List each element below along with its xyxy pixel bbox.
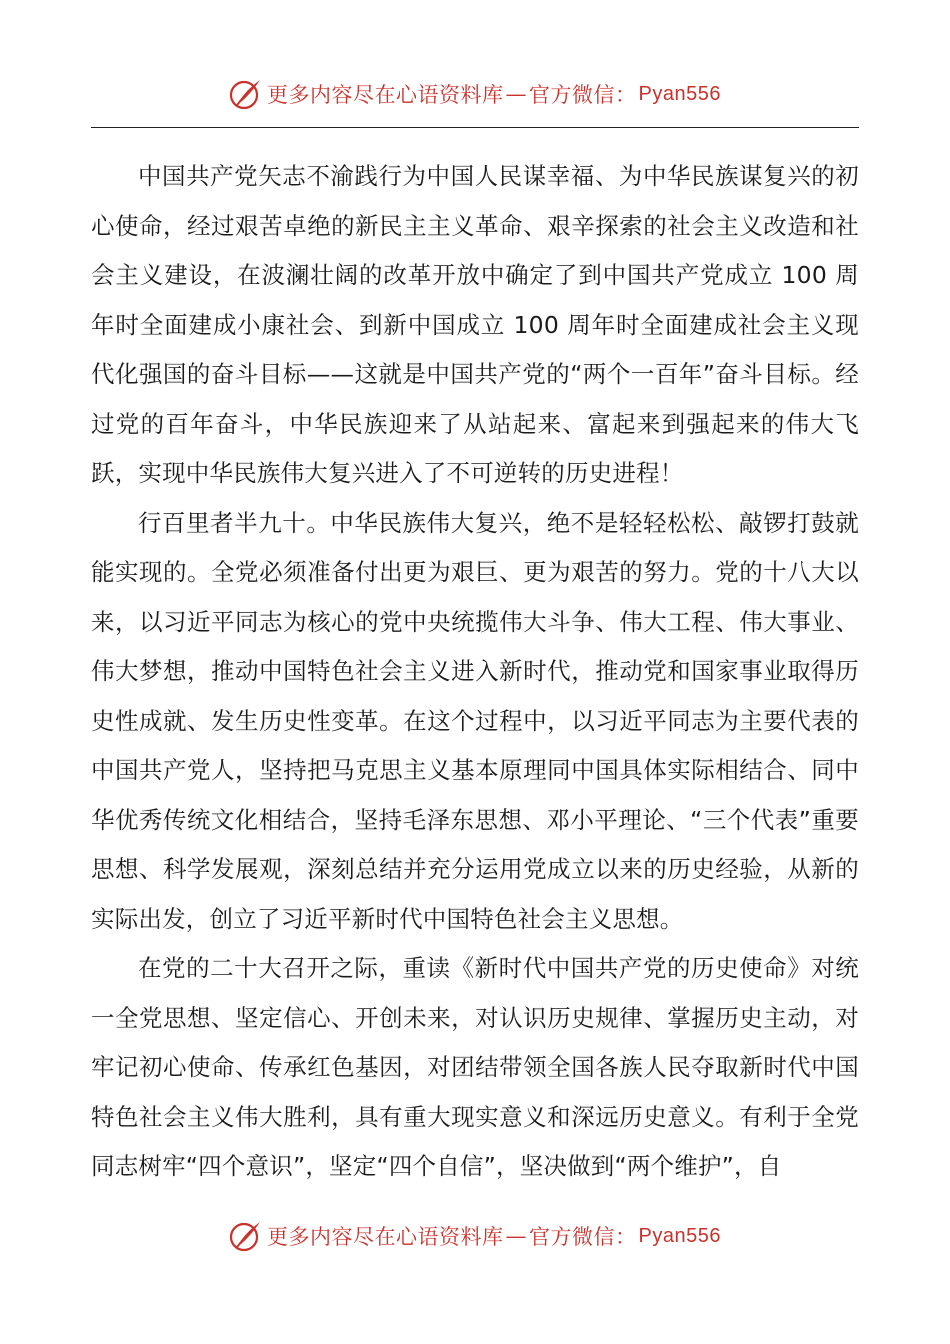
watermark-label: 官方微信： xyxy=(529,83,637,107)
watermark-text: 更多内容尽在心语资料库 xyxy=(267,1225,504,1249)
quill-logo-icon xyxy=(229,1219,263,1253)
watermark-label: 官方微信： xyxy=(529,1225,637,1249)
watermark-wechat-id: Pyan556 xyxy=(638,82,721,105)
paragraph-3: 在党的二十大召开之际，重读《新时代中国共产党的历史使命》对统一全党思想、坚定信心、开创未来，对认识历史规律、掌握历史主动，对牢记初心使命、传承红色基因，对团结带领全国各族人民夺取新时代中国特色社会主义伟大胜利，具有重大现实意义和深远历史意义。有利于全党同志树牢“四个意识”，坚定“四个自信”，坚决做到“两个维护”，自 xyxy=(91,954,859,1180)
watermark-text: 更多内容尽在心语资料库 xyxy=(267,83,504,107)
watermark-dash: — xyxy=(505,82,528,106)
header-watermark xyxy=(0,72,950,116)
watermark-dash: — xyxy=(505,1224,528,1248)
document-body xyxy=(91,152,859,1192)
paragraph-1: 中国共产党矢志不渝践行为中国人民谋幸福、为中华民族谋复兴的初心使命，经过艰苦卓绝的新民主主义革命、艰辛探索的社会主义改造和社会主义建设，在波澜壮阔的改革开放中确定了到中国共产党成立 100 周年时全面建成小康社会、到新中国成立 100 周年时全面建成社会主义现代化强国的奋斗目标——这就是中国共产党的“两个一百年”奋斗目标。经过党的百年奋斗，中华民族迎来了从站起来、富起来到强起来的伟大飞跃，实现中华民族伟大复兴进入了不可逆转的历史进程！ xyxy=(91,162,859,487)
header-divider xyxy=(91,127,859,128)
quill-logo-icon xyxy=(229,77,263,111)
footer-watermark xyxy=(0,1214,950,1258)
watermark-wechat-id: Pyan556 xyxy=(638,1224,721,1247)
paragraph-2: 行百里者半九十。中华民族伟大复兴，绝不是轻轻松松、敲锣打鼓就能实现的。全党必须准备付出更为艰巨、更为艰苦的努力。党的十八大以来，以习近平同志为核心的党中央统揽伟大斗争、伟大工程、伟大事业、伟大梦想，推动中国特色社会主义进入新时代，推动党和国家事业取得历史性成就、发生历史性变革。在这个过程中，以习近平同志为主要代表的中国共产党人，坚持把马克思主义基本原理同中国具体实际相结合、同中华优秀传统文化相结合，坚持毛泽东思想、邓小平理论、“三个代表”重要思想、科学发展观，深刻总结并充分运用党成立以来的历史经验，从新的实际出发，创立了习近平新时代中国特色社会主义思想。 xyxy=(91,508,859,933)
